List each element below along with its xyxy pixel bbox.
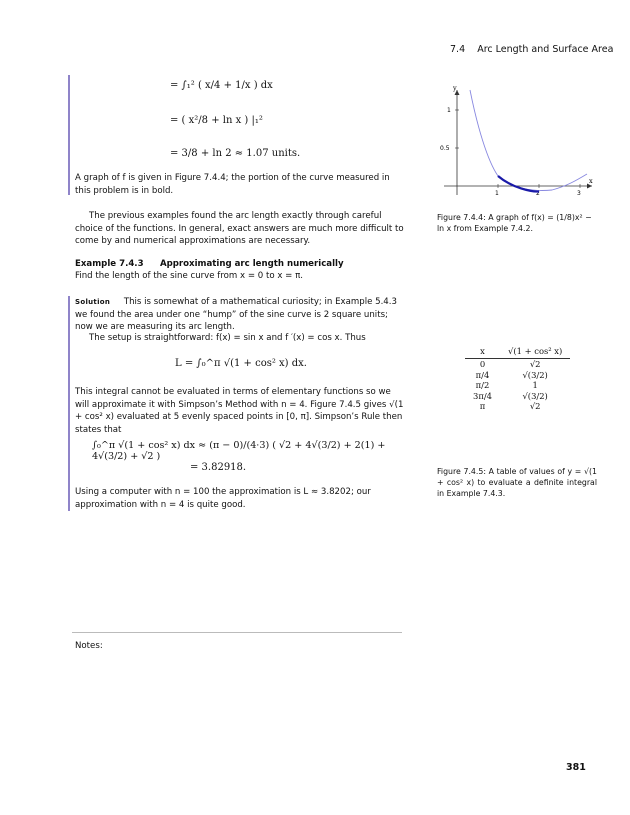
figure-7-4-5-table — [465, 346, 570, 412]
table-header-row — [465, 346, 570, 359]
table-header-x: x — [480, 346, 485, 356]
figure-7-4-4-caption: Figure 7.4.4: A graph of f(x) = (1/8)x² − ln x from Example 7.4.2. — [437, 213, 592, 233]
x-tick-label-2: 2 — [536, 190, 540, 197]
table-cell: 1 — [532, 380, 538, 391]
y-tick-label-0.5: 0.5 — [440, 145, 450, 152]
equation-L: L = ∫₀^π √(1 + cos² x) dx. — [175, 358, 307, 369]
header-section: 7.4 — [450, 44, 466, 55]
solution-paragraph-3: This integral cannot be evaluated in terms of elementary functions so we will approximate it with Simpson’s Method with n = 4. Figure 7.4.5 gives √(1 + cos² x) evaluated at 5 evenly spaced points in [0, π]. Simpson’s Rule then states that — [75, 387, 404, 435]
table-row — [465, 391, 570, 402]
x-tick-label-1: 1 — [495, 190, 499, 197]
example-heading — [75, 258, 405, 271]
solution-paragraph-1 — [75, 296, 405, 334]
equation-simpson: ∫₀^π √(1 + cos² x) dx ≈ (π − 0)/(4·3) ( √2 + 4√(3/2) + 2(1) + 4√(3/2) + √2 ) — [92, 440, 386, 462]
table-row — [465, 359, 570, 370]
solution-paragraph-4: Using a computer with n = 100 the approximation is L ≈ 3.8202; our approximation with n = 4 is quite good. — [75, 487, 371, 510]
example-number: Example 7.4.3 — [75, 259, 144, 269]
figure-7-4-4-graph — [432, 80, 602, 205]
solution-paragraph-2: The setup is straightforward: f(x) = sin x and f ′(x) = cos x. Thus — [89, 333, 366, 343]
margin-bar-2 — [68, 296, 70, 511]
example-statement: Find the length of the sine curve from x = 0 to x = π. — [75, 271, 303, 281]
table-header-y: √(1 + cos² x) — [507, 346, 563, 356]
table-cell: √(3/2) — [522, 390, 548, 401]
table-cell: 0 — [479, 359, 486, 370]
notes-label: Notes: — [75, 641, 103, 651]
derivation-line-1: = ∫₁² ( x/4 + 1/x ) dx — [170, 80, 273, 91]
bold-arc-segment — [498, 176, 539, 192]
running-header — [450, 44, 613, 55]
example-title: Approximating arc length numerically — [159, 259, 344, 269]
previous-examples-paragraph: The previous examples found the arc length exactly through careful choice of the functions. In general, exact answers are much more difficult to come by and numerical approximations are necessary. — [75, 211, 404, 246]
table-cell: 3π/4 — [473, 390, 492, 401]
notes-divider — [72, 632, 402, 633]
table-cell: √2 — [529, 359, 541, 370]
derivation-line-2: = ( x²/8 + ln x ) |₁² — [170, 115, 263, 126]
derivation-line-3: = 3/8 + ln 2 ≈ 1.07 units. — [170, 148, 301, 159]
solution-label: Solution — [75, 298, 111, 306]
header-title: Arc Length and Surface Area — [477, 44, 614, 55]
y-axis-label: y — [453, 84, 457, 92]
equation-result: = 3.82918. — [190, 462, 247, 473]
table-cell: √(3/2) — [522, 369, 548, 380]
table-row — [465, 380, 570, 391]
y-tick-label-1: 1 — [447, 107, 451, 114]
function-curve — [470, 90, 587, 190]
page-number: 381 — [566, 762, 586, 773]
table-row — [465, 401, 570, 412]
table-cell: √2 — [529, 401, 541, 412]
x-tick-label-3: 3 — [577, 190, 581, 197]
margin-bar-1 — [68, 75, 70, 195]
table-row — [465, 370, 570, 381]
table-cell: π — [479, 401, 486, 412]
graph-note-paragraph: A graph of f is given in Figure 7.4.4; the portion of the curve measured in this problem is in bold. — [75, 173, 390, 196]
x-axis-label: x — [589, 177, 593, 185]
solution-p1-text: This is somewhat of a mathematical curiosity; in Example 5.4.3 we found the area under one “hump” of the sine curve is 2 square units; now we are measuring its arc length. — [75, 297, 397, 332]
table-cell: π/4 — [475, 369, 490, 380]
figure-7-4-5-caption: Figure 7.4.5: A table of values of y = √(1 + cos² x) to evaluate a definite integral in Example 7.4.3. — [437, 467, 597, 498]
table-cell: π/2 — [475, 380, 490, 391]
